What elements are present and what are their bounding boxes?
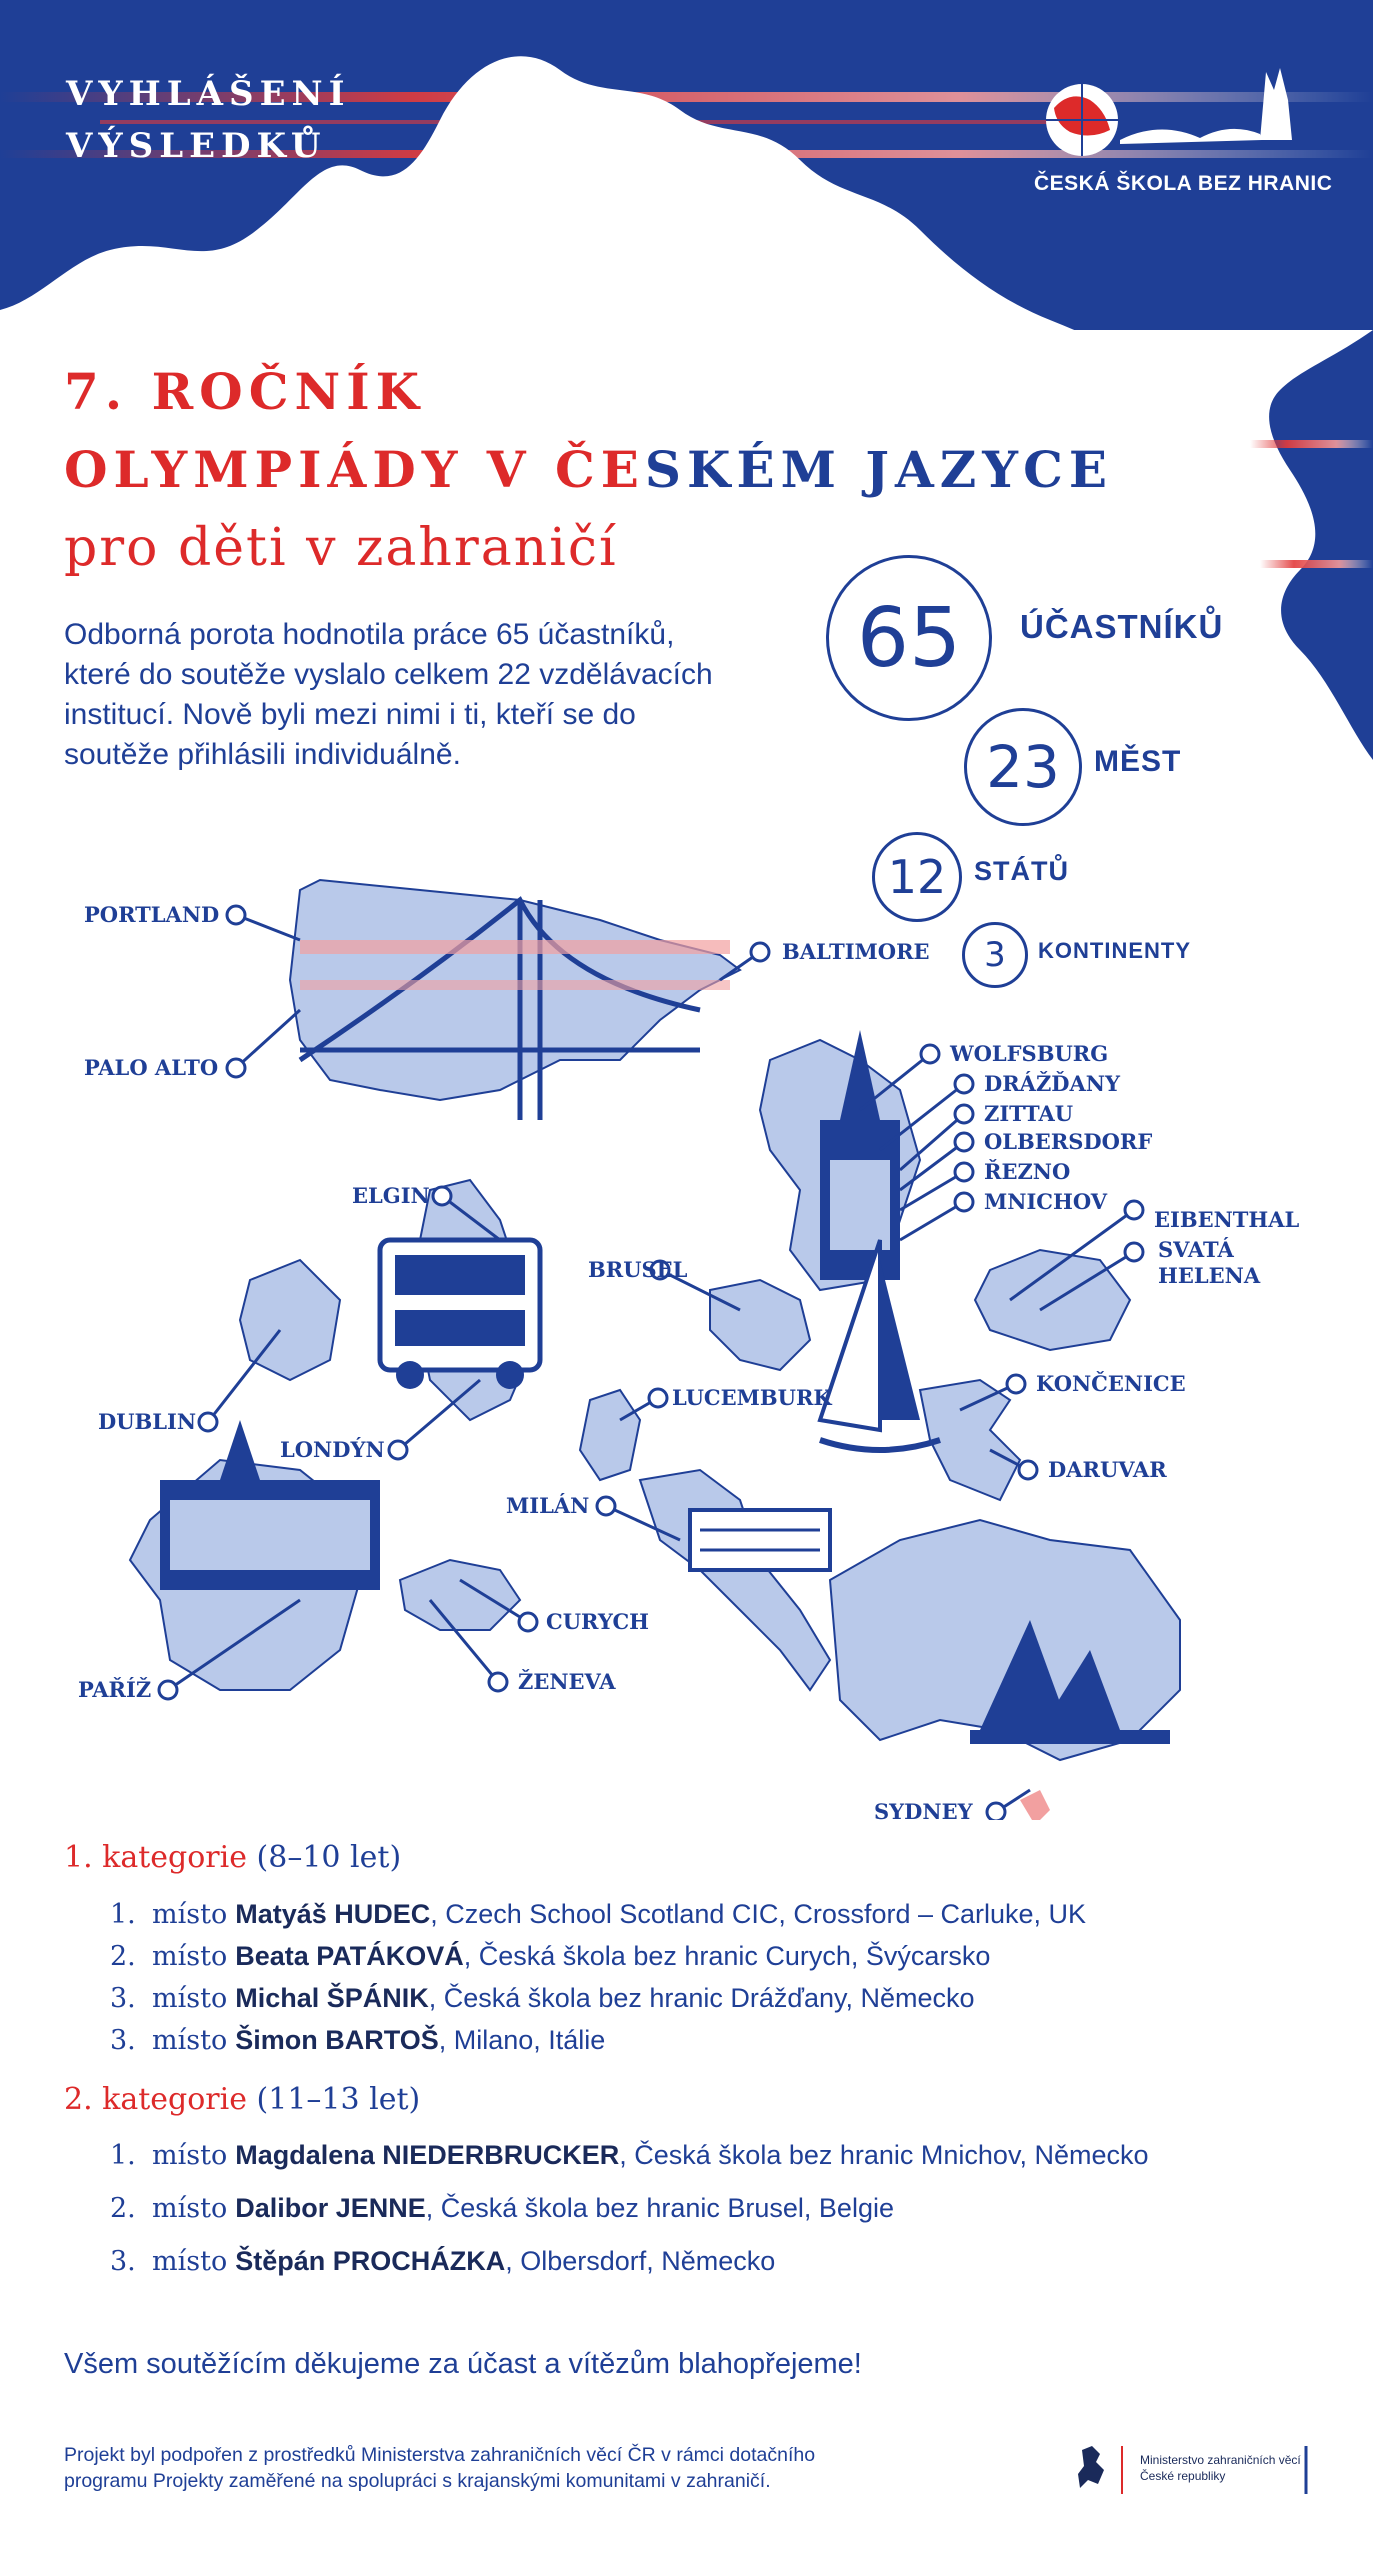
result-place: místo bbox=[152, 1941, 228, 1972]
announcement-line-2: VÝSLEDKŮ bbox=[66, 126, 327, 166]
map-illustration bbox=[0, 860, 1373, 1820]
city-svata-helena-line2: HELENA bbox=[1158, 1263, 1261, 1288]
bus-illustration bbox=[380, 1240, 540, 1389]
result-name: Matyáš HUDEC bbox=[235, 1899, 431, 1929]
footer-text bbox=[64, 2442, 1014, 2494]
result-number: 3. bbox=[110, 2246, 136, 2277]
city-koncenice: KONČENICE bbox=[1036, 1371, 1186, 1396]
footer-line-1: Projekt byl podpořen z prostředků Ministerstva zahraničních věcí ČR v rámci dotačního bbox=[64, 2444, 816, 2466]
stat-cities-circle bbox=[964, 708, 1082, 826]
city-curych: CURYCH bbox=[546, 1609, 650, 1634]
stat-cities-value: 23 bbox=[986, 733, 1060, 801]
stat-participants-label: ÚČASTNÍKŮ bbox=[1020, 608, 1224, 645]
city-daruvar: DARUVAR bbox=[1048, 1457, 1167, 1482]
stat-participants-circle bbox=[826, 555, 992, 721]
result-number: 3. bbox=[110, 2025, 136, 2056]
announcement-line-1: VYHLÁŠENÍ bbox=[66, 74, 351, 114]
city-lucemburk: LUCEMBURK bbox=[672, 1385, 832, 1410]
category-2-title: 2. kategorie bbox=[64, 2082, 247, 2117]
luxembourg-map bbox=[580, 1390, 640, 1480]
result-row bbox=[110, 2140, 1148, 2171]
city-eibenthal: EIBENTHAL bbox=[1154, 1207, 1300, 1232]
city-wolfsburg: WOLFSBURG bbox=[950, 1041, 1109, 1066]
result-detail: , Česká škola bez hranic Brusel, Belgie bbox=[425, 2193, 894, 2223]
city-milan: MILÁN bbox=[506, 1493, 590, 1518]
result-place: místo bbox=[152, 2140, 228, 2171]
result-detail: , Česká škola bez hranic Drážďany, Německo bbox=[428, 1983, 975, 2013]
result-name: Michal ŠPÁNIK bbox=[235, 1983, 429, 2013]
title-olympiad bbox=[64, 440, 1113, 499]
result-place: místo bbox=[152, 2193, 228, 2224]
category-1-title: 1. kategorie bbox=[64, 1840, 247, 1875]
result-place: místo bbox=[152, 2246, 228, 2277]
category-1-ages: (8–10 let) bbox=[256, 1840, 402, 1875]
ministry-name bbox=[1140, 2452, 1301, 2484]
title-olympiad-red: OLYMPIÁDY V ČE bbox=[64, 440, 645, 499]
result-detail: , Česká škola bez hranic Mnichov, Německo bbox=[619, 2140, 1149, 2170]
ministry-name-line1: Ministerstvo zahraničních věcí bbox=[1140, 2453, 1301, 2467]
city-svata-helena-line1: SVATÁ bbox=[1158, 1237, 1234, 1262]
city-londyn: LONDÝN bbox=[280, 1437, 385, 1462]
result-detail: , Olbersdorf, Německo bbox=[505, 2246, 776, 2276]
title-year: 7. ROČNÍK bbox=[64, 362, 426, 421]
result-number: 1. bbox=[110, 2140, 136, 2171]
announcement-label bbox=[66, 68, 351, 172]
category-1-heading bbox=[64, 1840, 401, 1875]
result-detail: , Czech School Scotland CIC, Crossford – Carluke, UK bbox=[430, 1899, 1087, 1929]
category-2-heading bbox=[64, 2082, 420, 2117]
ministry-name-line2: České republiky bbox=[1140, 2469, 1226, 2483]
result-name: Šimon BARTOŠ bbox=[235, 2025, 439, 2055]
switzerland-map bbox=[400, 1560, 520, 1630]
city-dublin: DUBLIN bbox=[98, 1409, 197, 1434]
result-name: Dalibor JENNE bbox=[235, 2193, 426, 2223]
result-place: místo bbox=[152, 2025, 228, 2056]
result-row bbox=[110, 2193, 894, 2224]
title-olympiad-blue: SKÉM JAZYCE bbox=[644, 440, 1114, 499]
school-logo-text: ČESKÁ ŠKOLA BEZ HRANIC bbox=[1034, 172, 1333, 195]
footer-line-2: programu Projekty zaměřené na spolupráci s krajanskými komunitami v zahraničí. bbox=[64, 2470, 771, 2492]
belgium-map bbox=[710, 1280, 810, 1370]
city-pariz: PAŘÍŽ bbox=[78, 1677, 152, 1702]
result-row bbox=[110, 1899, 1086, 1930]
intro-text: Odborná porota hodnotila práce 65 účastníků, které do soutěže vyslalo celkem 22 vzdělávacích institucí. Nově byli mezi nimi i ti, kteří se do soutěže přihlásili individuálně. bbox=[64, 618, 713, 771]
stat-cities-label: MĚST bbox=[1094, 745, 1182, 778]
result-number: 3. bbox=[110, 1983, 136, 2014]
result-name: Magdalena NIEDERBRUCKER bbox=[235, 2140, 620, 2170]
result-row bbox=[110, 1941, 990, 1972]
colosseum-illustration bbox=[690, 1510, 830, 1570]
city-svata-helena bbox=[1158, 1237, 1260, 1289]
city-brusel: BRUSEL bbox=[588, 1257, 688, 1282]
city-sydney: SYDNEY bbox=[874, 1799, 973, 1824]
stat-continents-label: KONTINENTY bbox=[1038, 938, 1191, 963]
city-mnichov: MNICHOV bbox=[984, 1189, 1108, 1214]
result-row bbox=[110, 2025, 605, 2056]
result-number: 1. bbox=[110, 1899, 136, 1930]
result-name: Beata PATÁKOVÁ bbox=[235, 1941, 464, 1971]
stat-continents-value: 3 bbox=[984, 935, 1006, 975]
city-palo-alto: PALO ALTO bbox=[84, 1055, 219, 1080]
result-row bbox=[110, 2246, 775, 2277]
city-portland: PORTLAND bbox=[84, 902, 220, 927]
category-2-ages: (11–13 let) bbox=[256, 2082, 421, 2117]
romania-map bbox=[975, 1250, 1130, 1350]
thanks-text: Všem soutěžícím děkujeme za účast a vítězům blahopřejeme! bbox=[64, 2348, 862, 2380]
result-place: místo bbox=[152, 1983, 228, 2014]
city-elgin: ELGIN bbox=[352, 1183, 430, 1208]
result-name: Štěpán PROCHÁZKA bbox=[235, 2246, 506, 2276]
stat-states-label: STÁTŮ bbox=[974, 856, 1069, 886]
city-drazdany: DRÁŽĎANY bbox=[984, 1071, 1120, 1096]
result-place: místo bbox=[152, 1899, 228, 1930]
stat-states-value: 12 bbox=[887, 850, 947, 904]
city-olbersdorf: OLBERSDORF bbox=[984, 1129, 1153, 1154]
stat-participants-value: 65 bbox=[856, 590, 962, 686]
result-number: 2. bbox=[110, 1941, 136, 1972]
title-subtitle: pro děti v zahraničí bbox=[64, 518, 618, 578]
italy-map bbox=[640, 1470, 830, 1690]
city-zeneva: ŽENEVA bbox=[518, 1669, 616, 1694]
city-zittau: ZITTAU bbox=[984, 1101, 1074, 1126]
city-baltimore: BALTIMORE bbox=[782, 939, 930, 964]
city-rezno: ŘEZNO bbox=[984, 1159, 1071, 1184]
result-row bbox=[110, 1983, 975, 2014]
result-detail: , Milano, Itálie bbox=[438, 2025, 606, 2055]
result-number: 2. bbox=[110, 2193, 136, 2224]
result-detail: , Česká škola bez hranic Curych, Švýcarsko bbox=[463, 1941, 991, 1971]
